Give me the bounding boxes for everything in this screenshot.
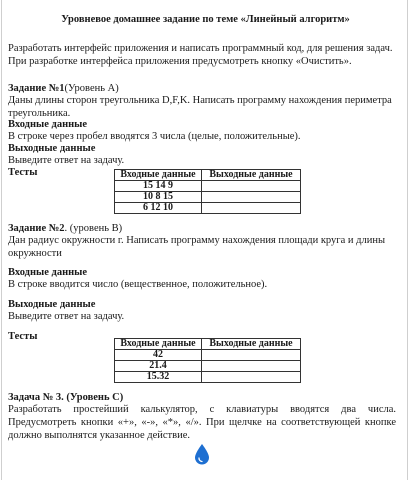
task2-output-label: Выходные данные bbox=[8, 299, 96, 310]
task1-text: Даны длины сторон треугольника D,F,K. Написать программу нахождения периметра треугольника. bbox=[8, 95, 392, 119]
col-input-header: Входные данные bbox=[115, 170, 202, 181]
table-header-row bbox=[115, 339, 301, 350]
table-header-row bbox=[115, 170, 301, 181]
task1-input-label: Входные данные bbox=[8, 119, 88, 130]
col-output-header: Выходные данные bbox=[202, 339, 301, 350]
table-cell-output bbox=[202, 203, 301, 214]
table-cell-output bbox=[202, 192, 301, 203]
task3-heading: Задача № 3. (Уровень С) bbox=[8, 392, 124, 403]
table-cell-output bbox=[202, 350, 301, 361]
task2-heading-rest: . (уровень В) bbox=[64, 223, 123, 234]
task1-heading-rest: (Уровень А) bbox=[64, 83, 119, 94]
document-title: Уровневое домашнее задание по теме «Линейный алгоритм» bbox=[61, 14, 350, 25]
task2-output-text: Выведите ответ на задачу. bbox=[8, 311, 125, 322]
table-cell-output bbox=[202, 181, 301, 192]
page-edge-right bbox=[407, 0, 408, 480]
table-cell-input: 10 8 15 bbox=[115, 192, 202, 203]
intro-paragraph: Разработать интерфейс приложения и написать программный код, для решения задач. При разработке интерфейса приложения предусмотреть кнопку «Очистить». bbox=[8, 43, 393, 67]
task2-text: Дан радиус окружности г. Написать программу нахождения площади круга и длины окружности bbox=[8, 235, 386, 259]
task1-tests-table bbox=[114, 169, 301, 214]
table-cell-input: 21.4 bbox=[115, 361, 202, 372]
task2-tests-label: Тесты bbox=[8, 331, 38, 342]
task2-input-label: Входные данные bbox=[8, 267, 88, 278]
task1-input-text: В строке через пробел вводятся 3 числа (целые, положительные). bbox=[8, 131, 301, 142]
table-row bbox=[115, 203, 301, 214]
table-cell-input: 15 14 9 bbox=[115, 181, 202, 192]
page-edge-left bbox=[1, 0, 2, 480]
task3-text: Разработать простейший калькулятор, с клавиатуры вводятся два числа. Предусмотреть кнопки «+», «-», «*», «/». При щелчке на соответствующей кнопке должно выполнятся указанное действие. bbox=[8, 404, 396, 441]
table-row bbox=[115, 361, 301, 372]
table-cell-output bbox=[202, 361, 301, 372]
water-drop-icon[interactable] bbox=[194, 443, 210, 470]
table-row bbox=[115, 350, 301, 361]
table-row bbox=[115, 181, 301, 192]
task2-heading-bold: Задание №2 bbox=[8, 223, 65, 234]
table-cell-input: 42 bbox=[115, 350, 202, 361]
task1-heading-bold: Задание №1 bbox=[8, 83, 65, 94]
task2-tests-table bbox=[114, 338, 301, 383]
table-cell-input: 6 12 10 bbox=[115, 203, 202, 214]
table-row bbox=[115, 192, 301, 203]
task1-output-text: Выведите ответ на задачу. bbox=[8, 155, 125, 166]
task1-tests-label: Тесты bbox=[8, 167, 38, 178]
table-cell-input: 15.32 bbox=[115, 372, 202, 383]
task1-output-label: Выходные данные bbox=[8, 143, 96, 154]
task2-input-text: В строке вводится число (вещественное, положительное). bbox=[8, 279, 268, 290]
table-row bbox=[115, 372, 301, 383]
col-input-header: Входные данные bbox=[115, 339, 202, 350]
col-output-header: Выходные данные bbox=[202, 170, 301, 181]
table-cell-output bbox=[202, 372, 301, 383]
